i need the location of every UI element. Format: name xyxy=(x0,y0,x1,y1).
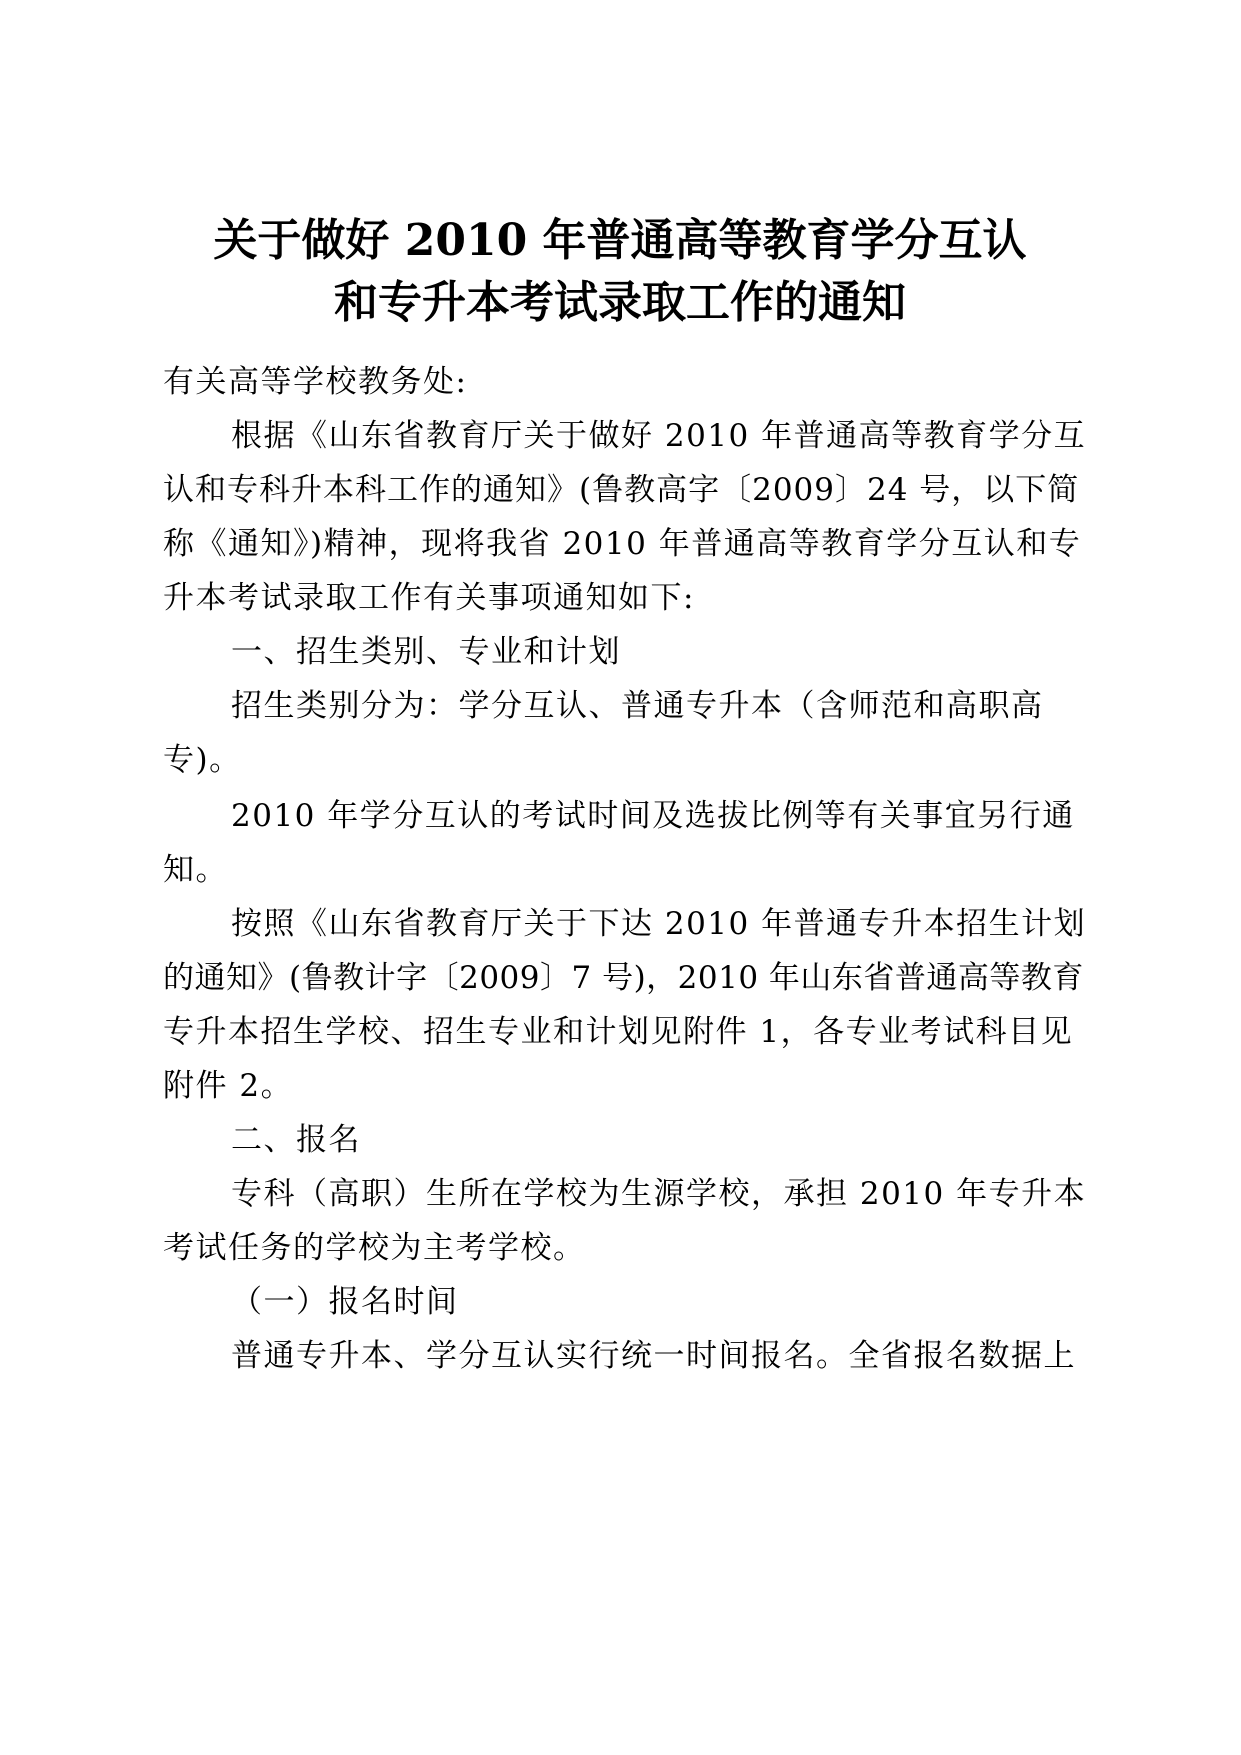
paragraph-line: 附件 2。 xyxy=(163,1068,294,1104)
document-title xyxy=(150,210,1090,334)
salutation: 有关高等学校教务处: xyxy=(163,364,468,400)
paragraph-line: 2010 年学分互认的考试时间及选拔比例等有关事宜另行通 xyxy=(231,798,1075,834)
paragraph-line: 的通知》(鲁教计字〔2009〕7 号)，2010 年山东省普通高等教育 xyxy=(163,960,1084,996)
paragraph-line: 根据《山东省教育厅关于做好 2010 年普通高等教育学分互 xyxy=(231,418,1087,454)
paragraph-line: 专)。 xyxy=(163,742,242,778)
title-line-2: 和专升本考试录取工作的通知 xyxy=(334,277,906,328)
paragraph-line: 认和专科升本科工作的通知》(鲁教高字〔2009〕24 号，以下简 xyxy=(163,472,1080,508)
title-line-1: 关于做好 2010 年普通高等教育学分互认 xyxy=(213,215,1027,266)
paragraph-line: 专科（高职）生所在学校为生源学校，承担 2010 年专升本 xyxy=(231,1176,1087,1212)
paragraph-line: 按照《山东省教育厅关于下达 2010 年普通专升本招生计划 xyxy=(231,906,1087,942)
paragraph-line: 称《通知》)精神，现将我省 2010 年普通高等教育学分互认和专 xyxy=(163,526,1082,562)
paragraph-line: 升本考试录取工作有关事项通知如下: xyxy=(163,580,695,616)
paragraph-line: 招生类别分为：学分互认、普通专升本（含师范和高职高 xyxy=(231,688,1044,724)
paragraph-line: 知。 xyxy=(163,852,228,888)
paragraph-line: 专升本招生学校、招生专业和计划见附件 1，各专业考试科目见 xyxy=(163,1014,1074,1050)
section-heading-1: 一、招生类别、专业和计划 xyxy=(231,634,621,670)
paragraph-line: 普通专升本、学分互认实行统一时间报名。全省报名数据上 xyxy=(231,1338,1076,1374)
subsection-heading: （一）报名时间 xyxy=(231,1284,459,1320)
paragraph-line: 考试任务的学校为主考学校。 xyxy=(163,1230,586,1266)
section-heading-2: 二、报名 xyxy=(231,1122,361,1158)
